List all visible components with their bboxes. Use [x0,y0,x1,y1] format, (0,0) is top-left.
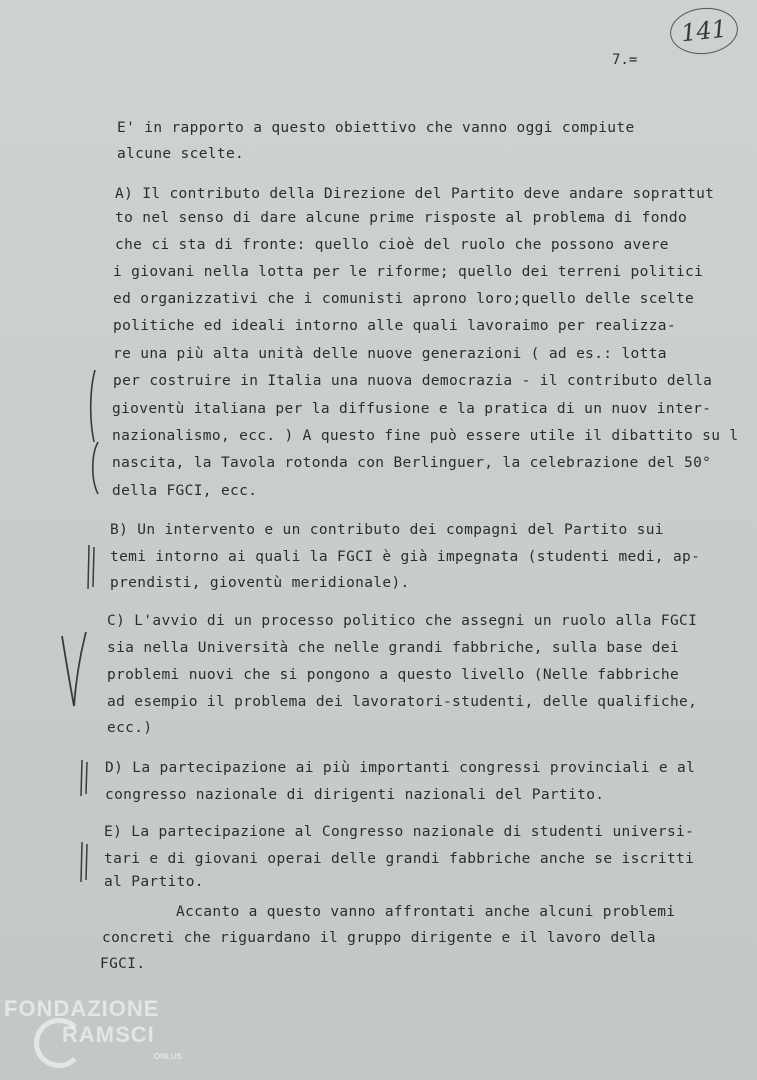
margin-check-mark [60,630,90,714]
text-line: della FGCI, ecc. [112,483,258,499]
text-line: ad esempio il problema dei lavoratori-studenti, delle qualifiche, [107,694,698,710]
text-line: ed organizzativi che i comunisti aprono loro;quello delle scelte [113,291,695,307]
text-line: B) Un intervento e un contributo dei compagni del Partito sui [110,522,664,538]
archive-stamp: 141 [668,5,740,58]
text-line: gioventù italiana per la diffusione e la pratica di un nuov inter- [112,401,712,417]
text-line: al Partito. [104,874,204,890]
text-line: concreti che riguardano il gruppo dirigente e il lavoro della [102,930,656,946]
text-line: nazionalismo, ecc. ) A questo fine può essere utile il dibattito su l [112,428,739,444]
text-line: C) L'avvio di un processo politico che assegni un ruolo alla FGCI [107,613,698,629]
text-line: E' in rapporto a questo obiettivo che vanno oggi compiute [117,120,635,136]
text-line: che ci sta di fronte: quello cioè del ruolo che possono avere [115,237,669,253]
text-line: temi intorno ai quali la FGCI è già impegnata (studenti medi, ap- [110,549,701,565]
page-number: 7.= [612,52,638,68]
watermark-line: FONDAZIONE [4,996,160,1021]
margin-double-line-mark [85,543,99,595]
text-line: ecc.) [107,720,153,736]
text-line: E) La partecipazione al Congresso nazionale di studenti universi- [104,824,695,840]
text-line: to nel senso di dare alcune prime risposte al problema di fondo [115,210,688,226]
text-line: tari e di giovani operai delle grandi fabbriche anche se iscritti [104,851,695,867]
text-line: sia nella Università che nelle grandi fabbriche, sulla base dei [107,640,680,656]
text-line: politiche ed ideali intorno alle quali lavoraimo per realizza- [113,318,676,334]
margin-bracket-mark [88,440,102,500]
margin-bracket-mark [86,368,100,448]
text-line: per costruire in Italia una nuova democrazia - il contributo della [113,373,713,389]
margin-double-line-mark [78,758,92,802]
text-line: prendisti, gioventù meridionale). [110,575,410,591]
text-line: Accanto a questo vanno affrontati anche alcuni problemi [176,904,676,920]
text-line: alcune scelte. [117,146,245,162]
text-line: FGCI. [100,956,146,972]
margin-double-line-mark [78,840,92,888]
foundation-watermark [4,996,204,1076]
text-line: i giovani nella lotta per le riforme; quello dei terreni politici [113,264,704,280]
text-line: D) La partecipazione ai più importanti congressi provinciali e al [105,760,696,776]
text-line: problemi nuovi che si pongono a questo livello (Nelle fabbriche [107,667,680,683]
watermark-line: ONLUS [154,1052,182,1061]
text-line: re una più alta unità delle nuove generazioni ( ad es.: lotta [113,346,667,362]
text-line: A) Il contributo della Direzione del Partito deve andare soprattut [115,186,715,202]
text-line: nascita, la Tavola rotonda con Berlinguer, la celebrazione del 50° [112,455,712,471]
text-line: congresso nazionale di dirigenti nazionali del Partito. [105,787,605,803]
watermark-line: RAMSCI [62,1022,155,1047]
